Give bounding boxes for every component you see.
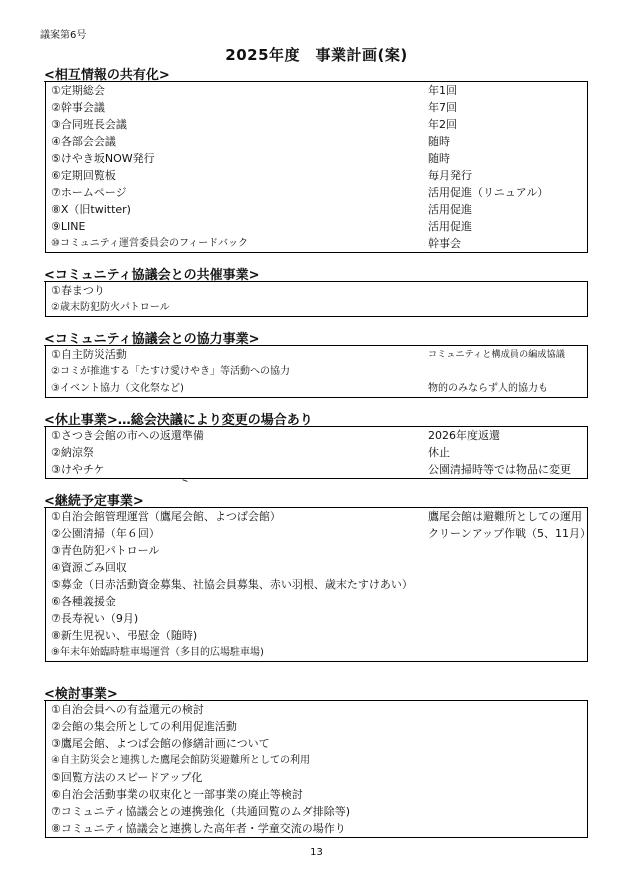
item-label: ③青色防犯パトロール [51,544,160,557]
item-label: ②コミが推進する「たすけ愛けやき」等活動への協力 [51,366,290,377]
item-note: 活用促進 [428,203,472,216]
section-heading-continuing: <継続予定事業> [44,494,144,509]
item-label: ⑤募金（日赤活動資金募集、社協会員募集、赤い羽根、歳末たすけあい） [51,578,413,591]
item-label: ⑧X（旧twitter) [51,203,131,216]
list-item [46,150,587,167]
section-box-continuing [45,507,592,662]
item-label: ①さつき会館の市への返還準備 [51,429,204,442]
item-note: 毎月発行 [428,169,472,182]
item-label: ⑤けやき坂NOW発行 [51,152,155,165]
list-item [46,427,587,444]
item-label: ⑩コミュニティ運営委員会のフィードバック [51,238,248,249]
page-number: 13 [310,847,323,858]
list-item [46,735,587,752]
list-item [46,525,592,542]
list-item [46,133,587,150]
item-note: 活用促進（リニュアル） [428,186,549,199]
item-label: ④自主防災会と連携した鷹尾会館防災避難所としての利用 [51,755,310,766]
item-label: ⑦長寿祝い（9月) [51,612,139,625]
item-label: ⑦ホームページ [51,186,127,199]
item-note: 随時 [428,152,450,165]
list-item [46,576,587,593]
list-item [46,820,587,837]
item-note: コミュニティと構成員の編成協議 [428,349,565,360]
list-item [46,508,587,525]
list-item [46,82,587,99]
item-label: ③合同班長会議 [51,118,127,131]
section-heading-info-sharing: <相互情報の共有化> [44,68,170,83]
item-label: ④資源ごみ回収 [51,561,127,574]
page-title: 2025年度 事業計画(案) [225,46,408,64]
list-item [46,542,587,559]
list-item [46,184,587,201]
list-item [46,610,587,627]
list-item [46,346,587,363]
section-heading-cooperation: <コミュニティ協議会との協力事業> [44,332,260,347]
item-note: 年1回 [428,84,457,97]
item-label: ③鷹尾会館、よつば会館の修繕計画について [51,737,270,750]
item-note: 2026年度返還 [428,429,500,442]
list-item [46,444,587,461]
item-label: ②納涼祭 [51,446,94,459]
item-label: ②歳末防犯防火パトロール [51,302,170,313]
item-label: ⑨LINE [51,220,86,233]
item-label: ①自治会員への有益還元の検討 [51,703,204,716]
document-number: 議案第6号 [40,30,87,41]
list-item [46,593,587,610]
item-label: ③イベント協力（文化祭など) [51,383,184,394]
list-item [46,99,587,116]
section-heading-under-review: <検討事業> [44,687,118,702]
item-label: ①春まつり [51,284,105,297]
list-item [46,299,587,316]
list-item [46,559,587,576]
item-label: ⑧コミュニティ協議会と連携した高年者・学童交流の場作り [51,822,346,835]
section-box-suspended [45,426,588,479]
item-note: クリーンアップ作戦（5、11月） [428,527,592,540]
item-note: 随時 [428,135,450,148]
item-label: ⑥各種義援金 [51,595,116,608]
item-label: ⑤回覧方法のスピードアップ化 [51,771,203,784]
item-note: 公園清掃時等では物品に変更 [428,463,571,476]
list-item [46,235,587,252]
list-item [46,380,587,397]
item-label: ④各部会会議 [51,135,116,148]
item-label: ①自主防災活動 [51,348,127,361]
item-label: ①定期総会 [51,84,105,97]
section-box-joint-events [45,281,588,317]
item-note: 年7回 [428,101,457,114]
item-note: 幹事会 [428,237,461,250]
item-label: ②幹事会議 [51,101,105,114]
item-note: 物的のみならず人的協力も [428,383,548,394]
item-label: ⑨年末年始臨時駐車場運営（多目的広場駐車場) [51,647,264,658]
section-heading-suspended: <休止事業>…総会決議により変更の場合あり [44,413,313,428]
item-label: ⑥定期回覧板 [51,169,116,182]
item-label: ③けやチケ [51,463,105,476]
item-note: 鷹尾会館は避難所としての運用 [428,510,582,523]
item-label: ⑥自治会活動事業の収束化と一部事業の廃止等検討 [51,788,303,801]
list-item [46,769,587,786]
item-note: 休止 [428,446,450,459]
stray-pen-mark [181,479,187,484]
list-item [46,282,587,299]
item-label: ①自治会館管理運営（鷹尾会館、よつば会館） [51,510,281,523]
section-box-info-sharing [45,81,588,253]
list-item [46,201,587,218]
list-item [46,701,587,718]
item-label: ②公園清掃（年６回） [51,527,160,540]
list-item [46,461,587,478]
list-item [46,167,587,184]
item-label: ⑦コミュニティ協議会との連携強化（共通回覧のムダ排除等) [51,805,351,818]
section-heading-joint-events: <コミュニティ協議会との共催事業> [44,268,260,283]
list-item [46,627,587,644]
item-label: ⑧新生児祝い、弔慰金（随時) [51,629,198,642]
section-box-cooperation [45,345,588,398]
list-item [46,786,587,803]
item-label: ②会館の集会所としての利用促進活動 [51,720,237,733]
item-note: 年2回 [428,118,457,131]
list-item [46,116,587,133]
list-item [46,803,587,820]
item-note: 活用促進 [428,220,472,233]
list-item [46,363,587,380]
list-item [46,752,587,769]
list-item [46,218,587,235]
section-box-under-review [45,700,588,838]
list-item [46,644,587,661]
list-item [46,718,587,735]
